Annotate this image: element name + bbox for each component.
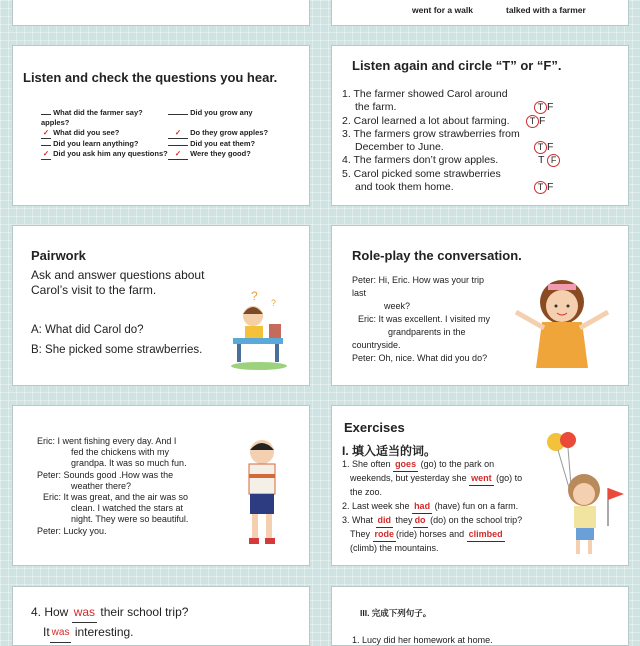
slide-title: Role-play the conversation. bbox=[352, 248, 522, 263]
question-list-left bbox=[41, 108, 171, 160]
boy-illustration bbox=[237, 436, 287, 552]
list-item: ✓ What did you see? bbox=[42, 128, 120, 137]
slide-top-right bbox=[331, 0, 629, 26]
list-item: ✓ Were they good? bbox=[168, 149, 308, 160]
list-item: Did you learn anything? bbox=[41, 139, 171, 149]
slide-pairwork bbox=[12, 225, 310, 386]
answer-t: T bbox=[534, 181, 547, 194]
question-list-right bbox=[168, 108, 308, 160]
answer-t: T bbox=[534, 101, 547, 114]
instructions: Ask and answer questions about Carol’s visit to the farm. bbox=[31, 268, 205, 297]
answer-f: F bbox=[547, 154, 560, 167]
slide-title: Exercises bbox=[344, 420, 405, 435]
exercise-list: 4. How was their school trip? It was interesting. bbox=[31, 603, 188, 643]
tf-list bbox=[342, 88, 622, 194]
phrase-farmer: talked with a farmer bbox=[506, 5, 586, 15]
slide-true-false bbox=[331, 45, 629, 206]
list-item: What did the farmer say? bbox=[41, 108, 171, 118]
exercise-list: 1. She often goes (go) to the park on weekends, but yesterday she went (go) to the zoo. 2. Last week she had (have) fun on a farm. 3. What did they do (do) on the school trip? They rode (ride) horses and climbed (climb) the mountains. bbox=[342, 458, 547, 555]
slide-role-play bbox=[331, 225, 629, 386]
student-desk-illustration bbox=[227, 286, 291, 372]
list-item: 5. Carol picked some strawberries and took them home. T F bbox=[342, 167, 554, 194]
list-item: 1. The farmer showed Carol around the farm. T F bbox=[342, 88, 554, 114]
slide-listen-check bbox=[12, 45, 310, 206]
slide-exercises-continued bbox=[12, 586, 310, 646]
section-heading: I. 填入适当的词。 bbox=[342, 444, 437, 458]
sentence-1: 1. Lucy did her homework at home. bbox=[352, 635, 493, 645]
list-item: 2. Last week she had (have) fun on a farm. bbox=[342, 500, 547, 514]
slide-top-left bbox=[12, 0, 310, 26]
dialog: A: What did Carol do? B: She picked some strawberries. bbox=[31, 324, 203, 356]
list-item: 3. What did they do (do) on the school trip? bbox=[342, 514, 547, 528]
list-item: 4. The farmers don’t grow apples. T F bbox=[342, 154, 622, 167]
girl-illustration bbox=[512, 272, 612, 372]
conversation: Peter: Hi, Eric. How was your trip last week? Eric: It was excellent. I visited my grandparents in the countryside. Peter: Oh, nice. What did you do? bbox=[352, 275, 491, 363]
list-item: Did you grow any bbox=[168, 108, 308, 118]
list-item: apples? bbox=[41, 118, 70, 127]
list-item: 4. How was their school trip? bbox=[31, 603, 188, 623]
answer-t: T bbox=[526, 115, 539, 128]
list-item: ✓ Do they grow apples? bbox=[168, 128, 308, 139]
slide-title: Listen again and circle “T” or “F”. bbox=[352, 58, 562, 73]
slide-complete-sentences bbox=[331, 586, 629, 646]
girl-balloon-illustration bbox=[544, 428, 628, 558]
list-item: ✓ Did you ask him any questions? bbox=[42, 149, 168, 158]
svg-text:?: ? bbox=[251, 289, 258, 303]
slide-dialog-continued bbox=[12, 405, 310, 566]
phrase-walk: went for a walk bbox=[412, 5, 473, 15]
slide-title: Pairwork bbox=[31, 248, 86, 263]
svg-text:?: ? bbox=[271, 298, 277, 308]
conversation: Eric: I went fishing every day. And I fed the chickens with my grandpa. It was so much fun. Peter: Sounds good .How was the weather there? Eric: It was great, and the air was so clean. I watched the stars at night. They were so beautiful. Peter: Lucky you. bbox=[37, 436, 189, 536]
slide-exercises bbox=[331, 405, 629, 566]
answer-t: T bbox=[534, 141, 547, 154]
list-item: 1. She often goes (go) to the park on bbox=[342, 458, 547, 472]
section-heading: III. 完成下列句子。 bbox=[360, 608, 432, 618]
list-item: 2. Carol learned a lot about farming. T F bbox=[342, 114, 546, 127]
slide-title: Listen and check the questions you hear. bbox=[23, 70, 278, 85]
list-item: Did you eat them? bbox=[168, 139, 308, 149]
list-item: 3. The farmers grow strawberries from December to June. T F bbox=[342, 127, 554, 154]
